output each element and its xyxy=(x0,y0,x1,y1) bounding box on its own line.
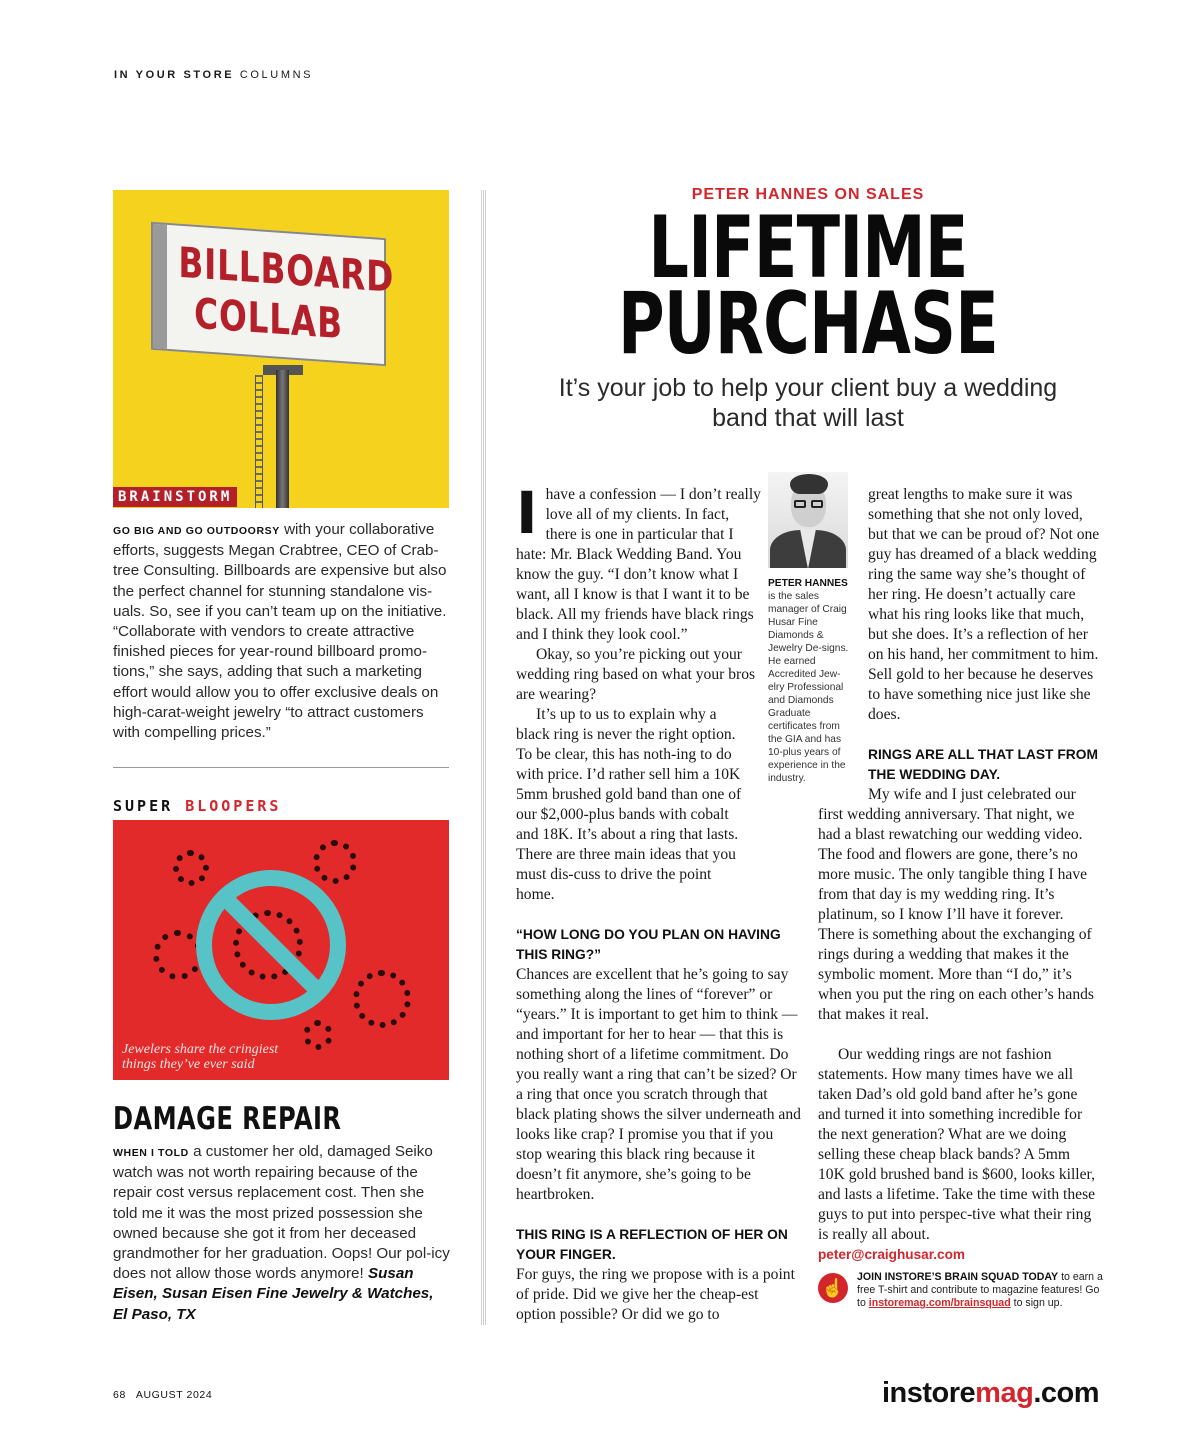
bloopers-lead: WHEN I TOLD xyxy=(113,1147,189,1159)
article-column-1-continued xyxy=(516,925,802,1325)
article-paragraph: Chances are excellent that he’s going to say something along the lines of “forever” or “years.” It is important to get him to think — and important for her to hear — that this is nothing short of a lifetime commitment. Do you really want a ring that can’t be sized? Or a ring that once you scratch through that black plating shows the silver underneath and looks like crap? I promise you that if you stop wearing this black ring because it doesn’t fit anymore, she’s going to be heartbroken. xyxy=(516,966,801,1203)
author-bio xyxy=(768,577,850,785)
brainstorm-paragraph xyxy=(113,520,451,743)
bloopers-paragraph xyxy=(113,1142,451,1325)
brainstorm-text: with your collaborative efforts, suggests Megan Crabtree, CEO of Crab-tree Consulting. Billboards are expensive but also the perfect channel for stunning standalone vis-uals. So, see if you can’t team up on the initiative. “Collaborate with vendors to create attractive finished pieces for year-round billboard promo-tions,” she says, adding that such a marketing effort would allow you to offer exclusive deals on high-carat-weight jewelry “to attract customers with compelling prices.” xyxy=(113,521,447,742)
article-subhead: THIS RING IS A REFLECTION OF HER ON YOUR FINGER. xyxy=(516,1227,788,1262)
headline-line1: LIFETIME xyxy=(648,198,968,298)
brain-squad-end: to sign up. xyxy=(1013,1297,1063,1309)
section-label-bold: IN YOUR STORE xyxy=(114,69,235,81)
brain-squad-link[interactable]: instoremag.com/brainsquad xyxy=(868,1297,1011,1309)
brainstorm-lead: GO BIG AND GO OUTDOORSY xyxy=(113,525,280,537)
brainstorm-tag: BRAINSTORM xyxy=(113,487,237,507)
billboard-illustration xyxy=(113,190,449,508)
article-column-2 xyxy=(868,485,1100,785)
bloopers-heading-word2: BLOOPERS xyxy=(185,797,282,815)
bloopers-heading-word1: SUPER xyxy=(113,797,174,815)
article-headline xyxy=(486,198,1130,374)
article-paragraph: Okay, so you’re picking out your wedding ring based on what your bros are wearing? xyxy=(516,646,756,703)
article-deck: It’s your job to help your client buy a wedding band that will last xyxy=(558,374,1058,432)
article-paragraph: have a confession — I don’t really love all of my clients. In fact, there is one in particular that I hate: Mr. Black Wedding Band. You know the guy. “I don’t know what I want, all I know is that I want it to be black. All my friends have black rings and I think they look cool.” xyxy=(516,486,761,643)
bloopers-illustration xyxy=(113,820,449,1080)
billboard-text-line1: BILLBOARD xyxy=(178,237,395,302)
bloopers-signature: Susan Eisen, Susan Eisen Fine Jewelry & Watches, El Paso, TX xyxy=(113,1265,434,1323)
gear-icon xyxy=(173,850,209,886)
article-paragraph: My wife and I just celebrated our first wedding anniversary. That night, we had a blast rewatching our wedding video. The food and flowers are gone, there’s no more music. The only tangible thing I have from that day is my wedding ring. It’s platinum, so I know I’ll have it forever. There is something about the exchanging of rings during a wedding that makes it the symbolic moment. More than “I do,” it’s when you put the ring on each other’s hands that makes it real. xyxy=(818,786,1095,1023)
page-number: 68 xyxy=(113,1389,126,1401)
article-column-1 xyxy=(516,479,764,905)
bloopers-heading xyxy=(113,797,281,815)
bloopers-title: DAMAGE REPAIR xyxy=(113,1101,342,1137)
author-bio-text: is the sales manager of Craig Husar Fine Diamonds & Jewelry De-signs. He earned Accredited Jew-elry Professional and Diamonds Graduate certificates from the GIA and has 10-plus years of experience in the industry. xyxy=(768,591,849,784)
author-name: PETER HANNES xyxy=(768,578,848,589)
billboard-sign xyxy=(151,222,395,366)
article-subhead: “HOW LONG DO YOU PLAN ON HAVING THIS RING?” xyxy=(516,927,781,962)
gear-icon xyxy=(353,970,411,1028)
article-column-2-continued xyxy=(818,785,1100,1265)
site-logo[interactable]: instoremag.com xyxy=(881,1377,1099,1409)
headline-line2: PURCHASE xyxy=(618,274,998,374)
brain-squad-text: to earn a free T-shirt and contribute to magazine features! Go to xyxy=(857,1271,1103,1309)
brain-squad-promo xyxy=(857,1271,1107,1310)
section-label-rest: COLUMNS xyxy=(239,69,314,81)
article-paragraph: Our wedding rings are not fashion statements. How many times have we all taken Dad’s old gold band after he’s gone and turned it into something incredible for the next generation? What are we doing selling these cheap black bands? A 5mm 10K gold brushed band is $600, looks killer, and lasts a lifetime. Take the time with these guys to put into perspec-tive what their ring is really all about. xyxy=(818,1046,1096,1243)
ladder-graphic xyxy=(255,375,263,508)
hand-pointer-icon: ☝ xyxy=(818,1273,848,1303)
billboard-pole xyxy=(276,370,289,508)
gear-icon xyxy=(313,840,357,884)
author-photo xyxy=(768,472,848,568)
article-kicker: PETER HANNES ON SALES xyxy=(691,186,925,203)
brain-squad-bold: JOIN INSTORE’S BRAIN SQUAD TODAY xyxy=(857,1271,1059,1283)
article-paragraph: great lengths to make sure it was something that she not only loved, but that we can be proud of? Not one guy has dreamed of a black wedding ring the same way she’s thought of her ring. He doesn’t actually care what his ring looks like that much, but she does. It’s a reflection of her on his hand, her commitment to him. Sell gold to her because he deserves to have something nice just like she does. xyxy=(868,486,1100,723)
issue-date: AUGUST 2024 xyxy=(135,1389,213,1401)
billboard-text-line2: COLLAB xyxy=(194,288,343,349)
gear-icon xyxy=(303,1020,333,1050)
article-paragraph: For guys, the ring we propose with is a point of pride. Did we give her the cheap-est option possible? Or did we go to xyxy=(516,1266,795,1323)
section-divider xyxy=(113,767,449,768)
drop-cap: I xyxy=(516,479,538,547)
article-subhead: RINGS ARE ALL THAT LAST FROM THE WEDDING DAY. xyxy=(868,747,1098,782)
article-paragraph: It’s up to us to explain why a black ring is never the right option. To be clear, this has noth-ing to do with price. I’d rather sell him a 10K 5mm brushed gold band than one of our $2,000-plus bands with cobalt and 18K. It’s about a ring that lasts. There are three main ideas that you must dis-cuss to drive the point home. xyxy=(516,706,742,903)
bloopers-caption: Jewelers share the cringiest things they’ve ever said xyxy=(122,1042,279,1072)
author-email-link[interactable]: peter@craighusar.com xyxy=(818,1247,965,1262)
section-label xyxy=(114,69,313,81)
page-footer xyxy=(113,1389,212,1401)
bloopers-text: a customer her old, damaged Seiko watch was not worth repairing because of the repair cost versus replacement cost. Then she told me it was the most prized possession she owned because she got it from her deceased grandmother for her graduation. Oops! Our pol-icy does not allow those words anymore! xyxy=(113,1143,450,1283)
